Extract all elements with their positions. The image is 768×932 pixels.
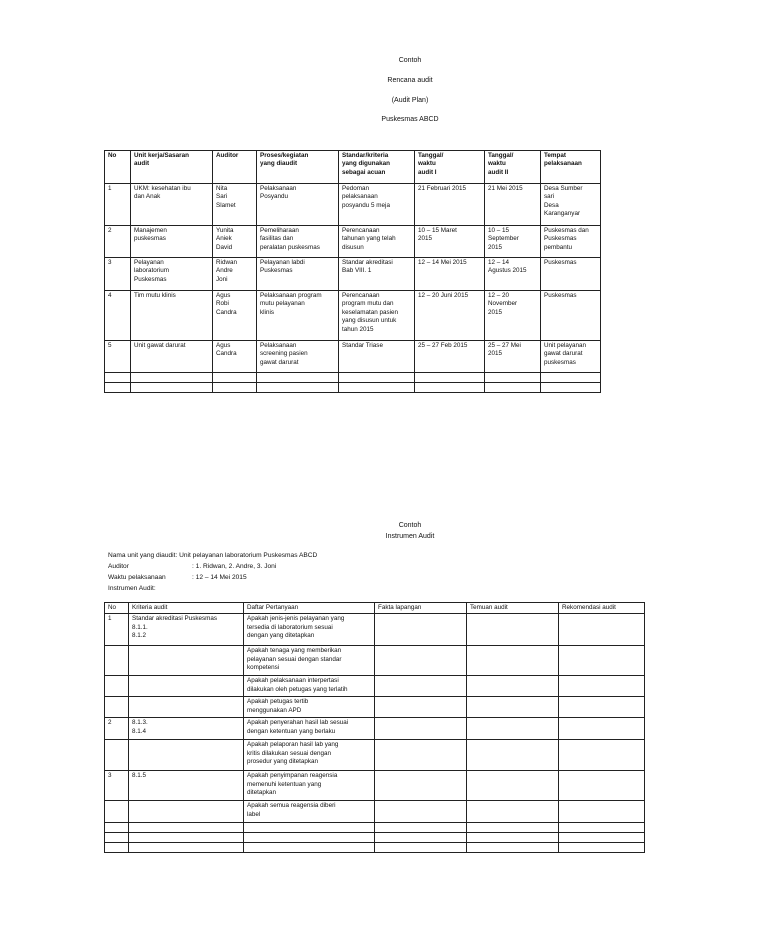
plan-header-cell: Proses/kegiatan yang diaudit — [257, 151, 339, 184]
table-cell — [375, 801, 467, 823]
table-cell: 10 – 15 Maret 2015 — [415, 226, 485, 258]
table-row — [105, 184, 601, 226]
table-cell — [129, 843, 244, 853]
table-cell: Apakah tenaga yang memberikan pelayanan sesuai dengan standar kompetensi — [244, 646, 375, 676]
table-cell: Nita Sari Slamet — [213, 184, 257, 226]
table-cell: 8.1.5 — [129, 771, 244, 801]
table-cell — [105, 843, 129, 853]
plan-header-cell: Standar/kriteria yang digunakan sebagai acuan — [339, 151, 415, 184]
table-cell — [467, 676, 559, 697]
meta-label: Waktu pelaksanaan — [108, 574, 166, 581]
table-cell — [559, 801, 645, 823]
instrument-meta-unit — [108, 551, 317, 560]
plan-header-row — [105, 151, 601, 184]
table-cell — [105, 697, 129, 718]
table-cell: 4 — [105, 291, 131, 341]
table-cell — [415, 373, 485, 383]
meta-label: Auditor — [108, 563, 129, 570]
table-cell — [375, 718, 467, 740]
table-cell: Tim mutu klinis — [131, 291, 213, 341]
table-cell — [559, 614, 645, 646]
table-cell — [375, 614, 467, 646]
table-cell: Manajemen puskesmas — [131, 226, 213, 258]
table-cell: Puskesmas dan Puskesmas pembantu — [541, 226, 601, 258]
table-cell: 21 Mei 2015 — [485, 184, 541, 226]
meta-label: Nama unit yang diaudit: — [108, 552, 178, 559]
plan-header-cell: No — [105, 151, 131, 184]
table-cell: Standar akreditasi Bab VIII. 1 — [339, 258, 415, 291]
table-cell — [339, 383, 415, 393]
instrument-header-cell: Daftar Pertanyaan — [244, 603, 375, 614]
table-cell — [131, 373, 213, 383]
table-cell — [375, 833, 467, 843]
table-cell: 5 — [105, 341, 131, 373]
meta-label: Instrumen Audit: — [108, 585, 156, 592]
table-cell: Agus Candra — [213, 341, 257, 373]
plan-title-1: Contoh — [398, 57, 422, 64]
table-cell: Pemeliharaan fasilitas dan peralatan puskesmas — [257, 226, 339, 258]
table-cell — [467, 843, 559, 853]
table-cell: 8.1.3. 8.1.4 — [129, 718, 244, 740]
table-row — [105, 258, 601, 291]
table-row — [105, 718, 645, 740]
meta-value: Unit pelayanan laboratorium Puskesmas ABCD — [179, 552, 318, 559]
instrument-header-cell: Fakta lapangan — [375, 603, 467, 614]
meta-value: : 12 – 14 Mei 2015 — [192, 574, 247, 581]
audit-plan-table — [104, 150, 601, 393]
table-row — [105, 697, 645, 718]
table-cell: 21 Februari 2015 — [415, 184, 485, 226]
table-cell: Apakah pelaksanaan interpertasi dilakukan oleh petugas yang terlatih — [244, 676, 375, 697]
table-row — [105, 676, 645, 697]
table-cell: Apakah pelaporan hasil lab yang kritis dilakukan sesuai dengan prosedur yang ditetapkan — [244, 740, 375, 771]
table-cell — [105, 740, 129, 771]
table-cell — [375, 771, 467, 801]
table-cell — [131, 383, 213, 393]
table-cell: 2 — [105, 226, 131, 258]
table-cell — [559, 718, 645, 740]
table-row — [105, 771, 645, 801]
table-cell — [375, 843, 467, 853]
table-cell: Apakah jenis-jenis pelayanan yang tersedia di laboratorium sesuai dengan yang ditetapkan — [244, 614, 375, 646]
table-row — [105, 614, 645, 646]
table-row — [105, 383, 601, 393]
table-cell — [105, 676, 129, 697]
table-cell — [559, 833, 645, 843]
table-cell — [105, 833, 129, 843]
table-cell — [485, 373, 541, 383]
table-cell — [129, 697, 244, 718]
instrument-meta-auditor — [108, 562, 276, 571]
plan-header-cell: Tanggal/ waktu audit I — [415, 151, 485, 184]
table-cell — [257, 373, 339, 383]
table-cell — [559, 740, 645, 771]
table-row — [105, 740, 645, 771]
table-cell — [375, 676, 467, 697]
instrument-header-cell: Rekomendasi audit — [559, 603, 645, 614]
table-cell — [105, 373, 131, 383]
table-cell — [485, 383, 541, 393]
table-cell — [541, 383, 601, 393]
table-cell: 12 – 20 Juni 2015 — [415, 291, 485, 341]
table-cell — [559, 823, 645, 833]
table-cell: 3 — [105, 771, 129, 801]
table-cell: 1 — [105, 184, 131, 226]
table-cell: 12 – 14 Mei 2015 — [415, 258, 485, 291]
table-cell — [467, 697, 559, 718]
table-cell: 25 – 27 Feb 2015 — [415, 341, 485, 373]
table-cell — [467, 740, 559, 771]
table-cell: Perencanaan tahunan yang telah disusun — [339, 226, 415, 258]
table-cell: Perencanaan program mutu dan keselamatan pasien yang disusun untuk tahun 2015 — [339, 291, 415, 341]
table-cell: Yunita Aniek David — [213, 226, 257, 258]
table-cell — [559, 646, 645, 676]
table-cell — [105, 383, 131, 393]
table-row — [105, 843, 645, 853]
table-cell — [467, 771, 559, 801]
table-cell — [375, 740, 467, 771]
table-cell: UKM: kesehatan ibu dan Anak — [131, 184, 213, 226]
table-cell — [213, 373, 257, 383]
table-cell — [129, 823, 244, 833]
table-cell — [559, 697, 645, 718]
plan-header-cell: Auditor — [213, 151, 257, 184]
plan-header-cell: Tempat pelaksanaan — [541, 151, 601, 184]
table-cell — [339, 373, 415, 383]
table-cell: 25 – 27 Mei 2015 — [485, 341, 541, 373]
table-cell — [375, 646, 467, 676]
table-row — [105, 823, 645, 833]
table-cell — [375, 823, 467, 833]
table-cell — [467, 823, 559, 833]
table-row — [105, 801, 645, 823]
instrument-title-2: Instrumen Audit — [385, 533, 435, 540]
table-row — [105, 341, 601, 373]
instrument-header-cell: Temuan audit — [467, 603, 559, 614]
instrument-title-1: Contoh — [398, 522, 422, 529]
table-cell — [105, 801, 129, 823]
table-cell: Apakah penyimpanan reagensia memenuhi ketentuan yang ditetapkan — [244, 771, 375, 801]
table-cell — [467, 801, 559, 823]
plan-title-3: (Audit Plan) — [391, 97, 429, 104]
table-cell: Standar Triase — [339, 341, 415, 373]
table-cell: Agus Robi Candra — [213, 291, 257, 341]
table-cell: Unit pelayanan gawat darurat puskesmas — [541, 341, 601, 373]
table-cell — [105, 823, 129, 833]
instrument-meta-heading — [108, 584, 156, 593]
table-cell — [129, 740, 244, 771]
table-cell: 10 – 15 September 2015 — [485, 226, 541, 258]
plan-header-cell: Tanggal/ waktu audit II — [485, 151, 541, 184]
table-cell: 1 — [105, 614, 129, 646]
table-cell: Pelayanan labdi Puskesmas — [257, 258, 339, 291]
table-cell — [129, 646, 244, 676]
table-cell — [257, 383, 339, 393]
table-cell — [129, 676, 244, 697]
plan-title-4: Puskesmas ABCD — [381, 116, 439, 123]
table-cell: 2 — [105, 718, 129, 740]
table-cell — [559, 676, 645, 697]
table-cell: 3 — [105, 258, 131, 291]
table-cell: Pelaksanaan screening pasien gawat darurat — [257, 341, 339, 373]
table-cell — [467, 718, 559, 740]
table-row — [105, 646, 645, 676]
instrument-header-cell: Kriteria audit — [129, 603, 244, 614]
table-cell — [105, 646, 129, 676]
table-cell: Pelayanan laboratorium Puskesmas — [131, 258, 213, 291]
table-cell — [467, 646, 559, 676]
table-cell: 12 – 14 Agustus 2015 — [485, 258, 541, 291]
table-row — [105, 373, 601, 383]
table-cell — [129, 833, 244, 843]
table-cell: Puskesmas — [541, 291, 601, 341]
table-cell — [129, 801, 244, 823]
table-cell: Pelaksanaan Posyandu — [257, 184, 339, 226]
table-cell: Ridwan Andre Joni — [213, 258, 257, 291]
table-cell: Desa Sumber sari Desa Karanganyar — [541, 184, 601, 226]
table-cell: Pedoman pelaksanaan posyandu 5 meja — [339, 184, 415, 226]
table-cell: 12 – 20 November 2015 — [485, 291, 541, 341]
table-cell — [467, 833, 559, 843]
table-row — [105, 833, 645, 843]
table-cell: Puskesmas — [541, 258, 601, 291]
plan-title-2: Rencana audit — [387, 77, 433, 84]
table-cell: Pelaksanaan program mutu pelayanan klinis — [257, 291, 339, 341]
table-cell — [541, 373, 601, 383]
table-cell: Apakah petugas tertib menggunakan APD — [244, 697, 375, 718]
meta-value: : 1. Ridwan, 2. Andre, 3. Joni — [192, 563, 277, 570]
table-cell — [244, 833, 375, 843]
table-cell — [244, 843, 375, 853]
audit-instrument-table — [104, 602, 645, 853]
instrument-header-cell: No — [105, 603, 129, 614]
plan-header-cell: Unit kerja/Sasaran audit — [131, 151, 213, 184]
instrument-meta-time — [108, 573, 247, 582]
table-cell — [213, 383, 257, 393]
table-cell — [375, 697, 467, 718]
table-cell: Apakah penyerahan hasil lab sesuai dengan ketentuan yang berlaku — [244, 718, 375, 740]
table-row — [105, 291, 601, 341]
table-cell — [244, 823, 375, 833]
table-cell — [559, 771, 645, 801]
table-cell — [559, 843, 645, 853]
table-cell — [415, 383, 485, 393]
instrument-header-row — [105, 603, 645, 614]
table-row — [105, 226, 601, 258]
table-cell — [467, 614, 559, 646]
table-cell: Unit gawat darurat — [131, 341, 213, 373]
table-cell: Apakah semua reagensia diberi label — [244, 801, 375, 823]
table-cell: Standar akreditasi Puskesmas 8.1.1. 8.1.2 — [129, 614, 244, 646]
